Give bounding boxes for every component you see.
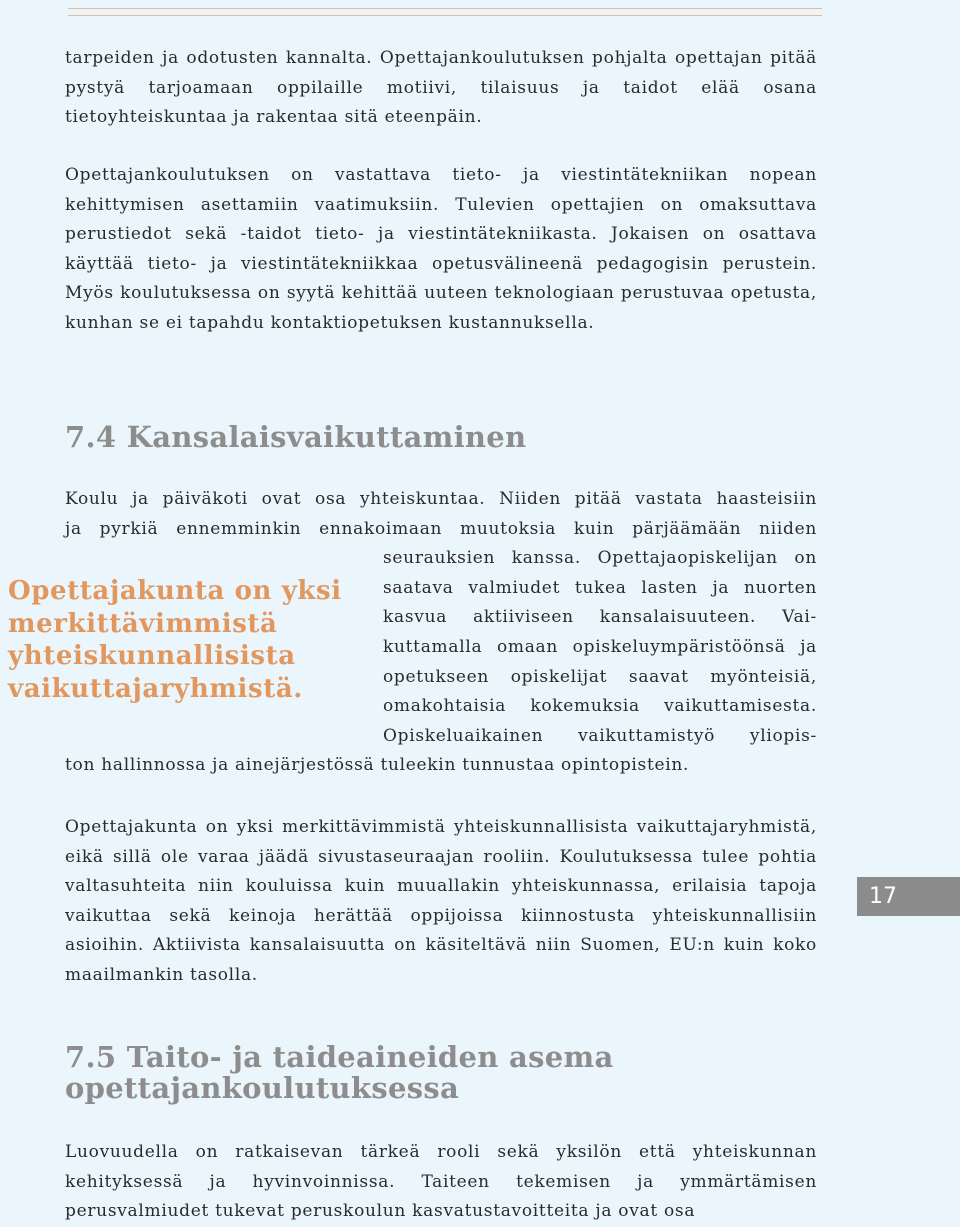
paragraph-line: kuttamalla omaan opiskeluympäristöönsä ja [383, 636, 817, 657]
paragraph-line: ja pyrkiä ennemminkin ennakoimaan muutoksia kuin pärjäämään niiden [65, 518, 817, 539]
paragraph-line: kasvua aktiiviseen kansalaisuuteen. Vai- [383, 607, 817, 628]
paragraph-line: seurauksien kanssa. Opettajaopiskelijan on [383, 548, 817, 569]
paragraph-1: tarpeiden ja odotusten kannalta. Opettajankoulutuksen pohjalta opettajan pitää pystyä tarjoamaan oppilaille motiivi, tilaisuus ja taidot elää osana tietoyhteiskuntaa ja rakentaa sitä eteenpäin. [65, 48, 817, 127]
paragraph-line: Koulu ja päiväkoti ovat osa yhteiskuntaa. Niiden pitää vastata haasteisiin [65, 489, 817, 509]
paragraph-line: saatava valmiudet tukea lasten ja nuorten [383, 577, 817, 598]
paragraph-4: Opettajakunta on yksi merkittävimmistä yhteiskunnallisista vaikuttajaryhmistä, eikä sillä ole varaa jäädä sivustaseuraajan rooliin. Koulutuksessa tulee pohtia valtasuhteita niin kouluissa kuin muuallakin yhteiskunnassa, erilaisia tapoja vaikuttaa sekä keinoja herättää oppijoissa kiinnostusta yhteiskunnallisiin asioihin. Aktiivista kansalaisuutta on käsiteltävä niin Suomen, EU:n kuin koko maailmankin tasolla. [65, 817, 817, 985]
section-heading-7-4: 7.4 Kansalaisvaikuttaminen [65, 420, 527, 454]
paragraph-2: Opettajankoulutuksen on vastattava tieto- ja viestintätekniikan nopean kehittymisen asettamiin vaatimuksiin. Tulevien opettajien on omaksuttava perustiedot sekä -taidot tieto- ja viestintätekniikasta. Jokaisen on osattava käyttää tieto- ja viestintätekniikkaa opetusvälineenä pedagogisin perustein. Myös koulutuksessa on syytä kehittää uuteen teknologiaan perustuvaa opetusta, kunhan se ei tapahdu kontaktiopetuksen kustannuksella. [65, 165, 817, 333]
paragraph-line: omakohtaisia kokemuksia vaikuttamisesta. [383, 696, 817, 717]
paragraph-line: opetukseen opiskelijat saavat myönteisiä, [383, 666, 817, 687]
paragraph-line: ton hallinnossa ja ainejärjestössä tuleekin tunnustaa opintopistein. [65, 755, 690, 776]
top-rule [68, 8, 822, 9]
page-number: 17 [857, 877, 960, 916]
top-rule [68, 15, 822, 16]
pull-quote: Opettajakunta on yksi merkittävimmistä yhteiskunnallisista vaikuttajaryhmistä. [8, 576, 342, 704]
paragraph-line: Opiskeluaikainen vaikuttamistyö yliopis- [383, 725, 817, 746]
section-heading-7-5: 7.5 Taito- ja taideaineiden asema opettajankoulutuksessa [65, 1040, 614, 1105]
paragraph-5: Luovuudella on ratkaisevan tärkeä rooli sekä yksilön että yhteiskunnan kehityksessä ja hyvinvoinnissa. Taiteen tekemisen ja ymmärtämisen perusvalmiudet tukevat peruskoulun kasvatustavoitteita ja ovat osa [65, 1142, 817, 1221]
